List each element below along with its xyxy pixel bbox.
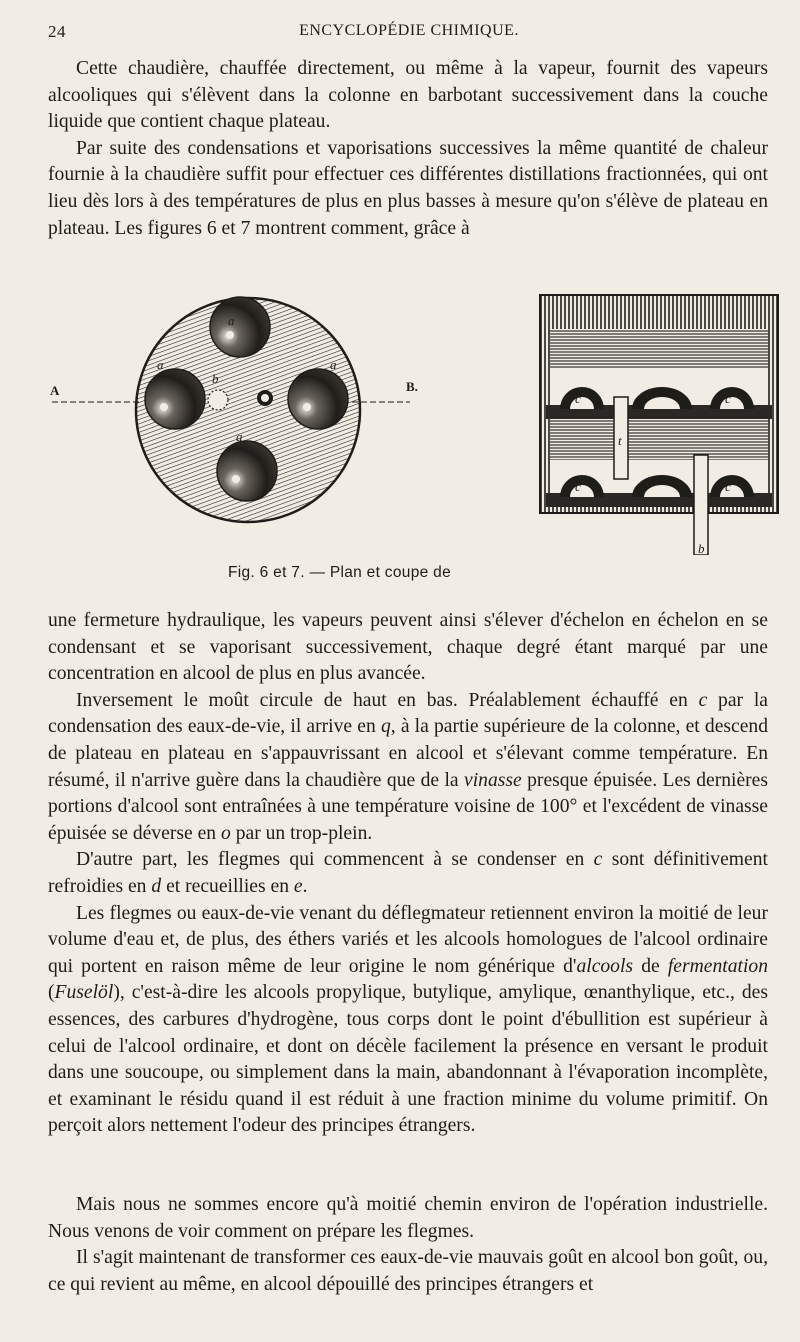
- bubble-cap-right: [288, 369, 348, 429]
- running-title: ENCYCLOPÉDIE CHIMIQUE.: [299, 22, 519, 39]
- paragraph: D'autre part, les flegmes qui commencent à se condenser en c sont définitivement refroidies en d et recueillies en e.: [48, 849, 768, 897]
- bubble-cap-top: [210, 297, 270, 357]
- figure-illustration: [40, 285, 780, 555]
- label-c-3: c: [575, 479, 581, 494]
- label-c-4: c: [725, 479, 731, 494]
- plan-view: [50, 297, 418, 522]
- section-view: [540, 295, 778, 555]
- figure-caption: Fig. 6 et 7. — Plan et coupe de: [228, 564, 451, 581]
- label-a-right: a: [330, 357, 337, 372]
- paragraph: Il s'agit maintenant de transformer ces eaux-de-vie mauvais goût en alcool bon goût, ou, ce qui revient au même, en alcool dépouillé des principes étrangers et: [48, 1247, 768, 1295]
- text-block-top: [48, 56, 768, 242]
- label-A: A: [50, 383, 60, 398]
- paragraph: Mais nous ne sommes encore qu'à moitié chemin environ de l'opération industrielle. Nous venons de voir comment on prépare les flegmes.: [48, 1194, 768, 1242]
- bubble-cap-left: [145, 369, 205, 429]
- label-a-bottom: a: [236, 429, 243, 444]
- downcomer-lower: [694, 455, 708, 555]
- paragraph: Par suite des condensations et vaporisations successives la même quantité de chaleur fournie à la chaudière suffit pour effectuer ces différentes distillations fractionnées, qui ont lieu dès lors à des températures de plus en plus basses à mesure qu'on s'élève de plateau en plateau. Les figures 6 et 7 montrent comment, grâce à: [48, 137, 768, 239]
- label-c-1: c: [575, 391, 581, 406]
- paragraph: une fermeture hydraulique, les vapeurs peuvent ainsi s'élever d'échelon en échelon en se condensant et se vaporisant successivement, chaque degré étant marqué par une concentration en alcool de plus en plus avancée.: [48, 610, 768, 685]
- label-a-top: a: [228, 313, 235, 328]
- label-B: B.: [406, 379, 418, 394]
- overflow-pipe-bore: [261, 394, 269, 402]
- figure-6-7: [40, 285, 780, 585]
- paragraph: Inversement le moût circule de haut en bas. Préalablement échauffé en c par la condensation des eaux-de-vie, il arrive en q, à la partie supérieure de la colonne, et descend de plateau en plateau en s'appauvrissant en alcool et s'élevant comme température. En résumé, il n'arrive guère dans la chaudière que de la vinasse presque épuisée. Les dernières portions d'alcool sont entraînées à une température voisine de 100° et l'excédent de vinasse épuisée se déverse en o par un trop-plein.: [48, 689, 769, 844]
- page-number: 24: [48, 22, 66, 41]
- paragraph: Les flegmes ou eaux-de-vie venant du déflegmateur retiennent environ la moitié de leur volume d'eau et, de plus, des éthers variés et les alcools homologues de l'alcool ordinaire qui portent en raison même de leur origine le nom générique d'alcools de fermentation (Fuselöl), c'est-à-dire les alcools propylique, butylique, amylique, œnanthylique, etc., des essences, des carbures d'hydrogène, tous corps dont le point d'ébullition est supérieur à celui de l'alcool ordinaire, et dont on décèle facilement la présence en versant le produit dans une soucoupe, ou simplement dans la main, abandonnant à l'évaporation incomplète, et examinant le résidu quand il est réduit à une fraction minime du volume primitif. On perçoit alors nettement l'odeur des principes étrangers.: [48, 902, 768, 1137]
- overflow-hole-dotted: [208, 390, 228, 410]
- label-b: b: [212, 371, 219, 386]
- liquid-upper: [550, 329, 768, 369]
- label-b-section: b: [698, 541, 705, 555]
- paragraph: Cette chaudière, chauffée directement, ou même à la vapeur, fournit des vapeurs alcooliques qui s'élèvent dans la colonne en barbotant successivement dans la couche liquide que contient chaque plateau.: [48, 58, 768, 133]
- running-head: [48, 20, 770, 46]
- bubble-cap-bottom: [217, 441, 277, 501]
- label-c-2: c: [725, 391, 731, 406]
- label-a-left: a: [157, 357, 164, 372]
- label-t-1: t: [618, 433, 622, 448]
- text-block-middle: [48, 608, 768, 1140]
- text-block-bottom: [48, 1192, 768, 1298]
- liquid-lower: [550, 420, 768, 460]
